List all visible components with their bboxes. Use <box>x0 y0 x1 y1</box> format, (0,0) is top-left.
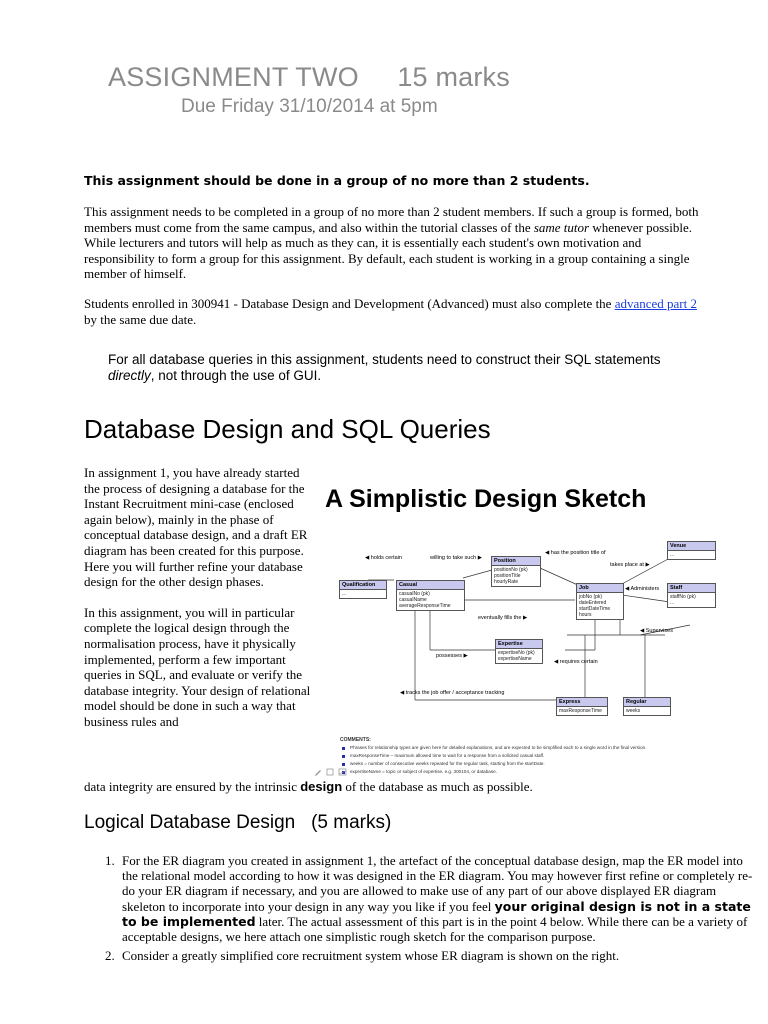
assignment-title: ASSIGNMENT TWO 15 marks <box>108 62 510 92</box>
entity-casual <box>396 580 465 611</box>
text: This assignment needs to be completed in a group of no more than 2 student members. If such a group is formed, both members must come from the same campus, and also within the tutorial classes of the <box>84 204 699 235</box>
relation-position-title: ◀ has the position title of <box>545 550 606 556</box>
text: data integrity are ensured by the intrinsic <box>84 779 301 794</box>
advanced-part-link[interactable]: advanced part 2 <box>614 296 697 311</box>
list-item <box>118 948 758 963</box>
entity-expertise <box>495 639 543 664</box>
entity-position <box>491 556 541 587</box>
diagram-title: A Simplistic Design Sketch <box>325 485 647 513</box>
bold-text: your original design is not in a state to be implemented <box>122 898 751 929</box>
intro-paragraph-2: In this assignment, you will in particular complete the logical design through the normalisation process, have it physically implemented, perform a few important queries in SQL, and evaluate or verify the database integrity. Your design of relational model should be done in such a way that business rules and <box>84 604 311 729</box>
comment-item: weeks = number of consecutive weeks repeated for the regular task, starting from the startDate. <box>340 760 646 768</box>
relation-possesses: possesses ▶ <box>436 653 468 659</box>
list-item <box>118 853 758 944</box>
entity-name: Expertise <box>496 640 542 649</box>
emphasis-text: directly <box>108 368 151 383</box>
relation-fills: eventually fills the ▶ <box>478 615 528 621</box>
entity-name: Job <box>577 584 623 593</box>
group-paragraph <box>84 204 706 282</box>
comment-item: maxResponseTime – maximum allowed time to wait for a response from a solicited casual staff. <box>340 752 646 760</box>
relation-tracks: ◀ tracks the job offer / acceptance tracking <box>400 690 505 696</box>
relation-willing: willing to take such ▶ <box>430 555 482 561</box>
edit-icon[interactable] <box>315 770 321 776</box>
text: For the ER diagram you created in assignment 1, the artefact of the conceptual database design, map the ER model into the relational model according to how it was designed in the ER diagram. You may however first refine or completely re-do your ER diagram if necessary, and you are allowed to make use of any part of our above displayed ER diagram skeleton to incorporate into your design in any way you like if you feel <box>122 853 753 914</box>
entity-attributes: expertiseNo (pk) expertiseName <box>498 650 535 662</box>
entity-qualification <box>339 580 387 599</box>
image-toolbar[interactable] <box>313 767 349 777</box>
intro-continuation <box>84 779 533 795</box>
entity-attributes: weeks <box>626 708 641 714</box>
relation-supervises: ◀ Supervises <box>640 628 673 634</box>
diagram-comments <box>340 736 646 776</box>
text: by the same due date. <box>84 311 197 327</box>
crop-icon[interactable] <box>327 769 333 775</box>
entity-attributes: positionNo (pk) positionTitle hourlyRate <box>494 567 528 585</box>
image-icon[interactable] <box>339 769 346 775</box>
task-list <box>100 853 758 967</box>
entity-express <box>556 697 608 716</box>
group-note: This assignment should be done in a group of no more than 2 students. <box>84 173 590 188</box>
text: later. The actual assessment of this part is in the point 4 below. While there can be a variety of acceptable designs, we here attach one simplistic rough sketch for the comparison purpose. <box>122 913 748 945</box>
entity-attributes: casualNo (pk) casualName averageResponseTime <box>399 591 451 609</box>
relation-holds: ◀ holds certain <box>365 555 402 561</box>
sql-note <box>108 352 668 384</box>
entity-name: Casual <box>397 581 464 590</box>
entity-name: Qualification <box>340 581 386 590</box>
advanced-paragraph <box>84 296 706 327</box>
entity-staff <box>667 583 716 608</box>
relation-administers: ◀ Administers <box>625 586 660 592</box>
entity-name: Position <box>492 557 540 566</box>
intro-paragraph-1: In assignment 1, you have already started the process of designing a database for the Instant Recruitment mini-case (enclosed again below), mainly in the phase of conceptual database design, and a draft ER diagram has been created for this purpose. Here you will further refine your database design for the other design phases. <box>84 465 308 590</box>
text: Students enrolled in 300941 - Database Design and Development (Advanced) must also complete the <box>84 296 615 311</box>
text: , not through the use of GUI. <box>150 368 322 383</box>
due-date: Due Friday 31/10/2014 at 5pm <box>181 96 438 117</box>
bold-text: design <box>300 779 343 794</box>
section-heading-logical-design: Logical Database Design (5 marks) <box>84 812 392 833</box>
section-heading-database-design: Database Design and SQL Queries <box>84 414 491 444</box>
text: whenever possible. While lecturers and tutors will help as much as they can, it is essentially each student's own motivation and responsibility to form a group for this assignment. By default, each student is working in a group containing a single member of himself. <box>84 219 692 282</box>
entity-regular <box>623 697 671 716</box>
entity-name: Regular <box>624 698 670 707</box>
entity-attributes: ... <box>670 552 675 558</box>
relation-requires: ◀ requires certain <box>554 659 598 665</box>
entity-attributes: staffNo (pk) ... <box>670 594 696 606</box>
text: Consider a greatly simplified core recruitment system whose ER diagram is shown on the right. <box>122 948 620 964</box>
entity-name: Venue <box>668 542 715 551</box>
intro-column <box>84 465 312 745</box>
entity-attributes: maxResponseTime <box>559 708 602 714</box>
text: For all database queries in this assignment, students need to construct their SQL statements <box>108 352 661 367</box>
entity-attributes: jobNo (pk) dateEntered startDateTime hours <box>579 594 611 618</box>
entity-attributes: ... <box>342 591 347 597</box>
comment-item: Phrases for relationship types are given here for detailed explanations, and are expected to be simplified each to a single word in the final version. <box>340 744 646 752</box>
entity-name: Staff <box>668 584 715 593</box>
comments-title: COMMENTS: <box>340 737 371 743</box>
entity-name: Express <box>557 698 607 707</box>
entity-venue <box>667 541 716 560</box>
relation-takes-place: takes place at ▶ <box>610 562 650 568</box>
text: of the database as much as possible. <box>342 779 533 794</box>
comment-item: expertiseName = topic or subject of expertise, e.g. 300104, or database. <box>340 768 646 776</box>
entity-job <box>576 583 624 620</box>
emphasis-text: same tutor <box>533 219 590 235</box>
